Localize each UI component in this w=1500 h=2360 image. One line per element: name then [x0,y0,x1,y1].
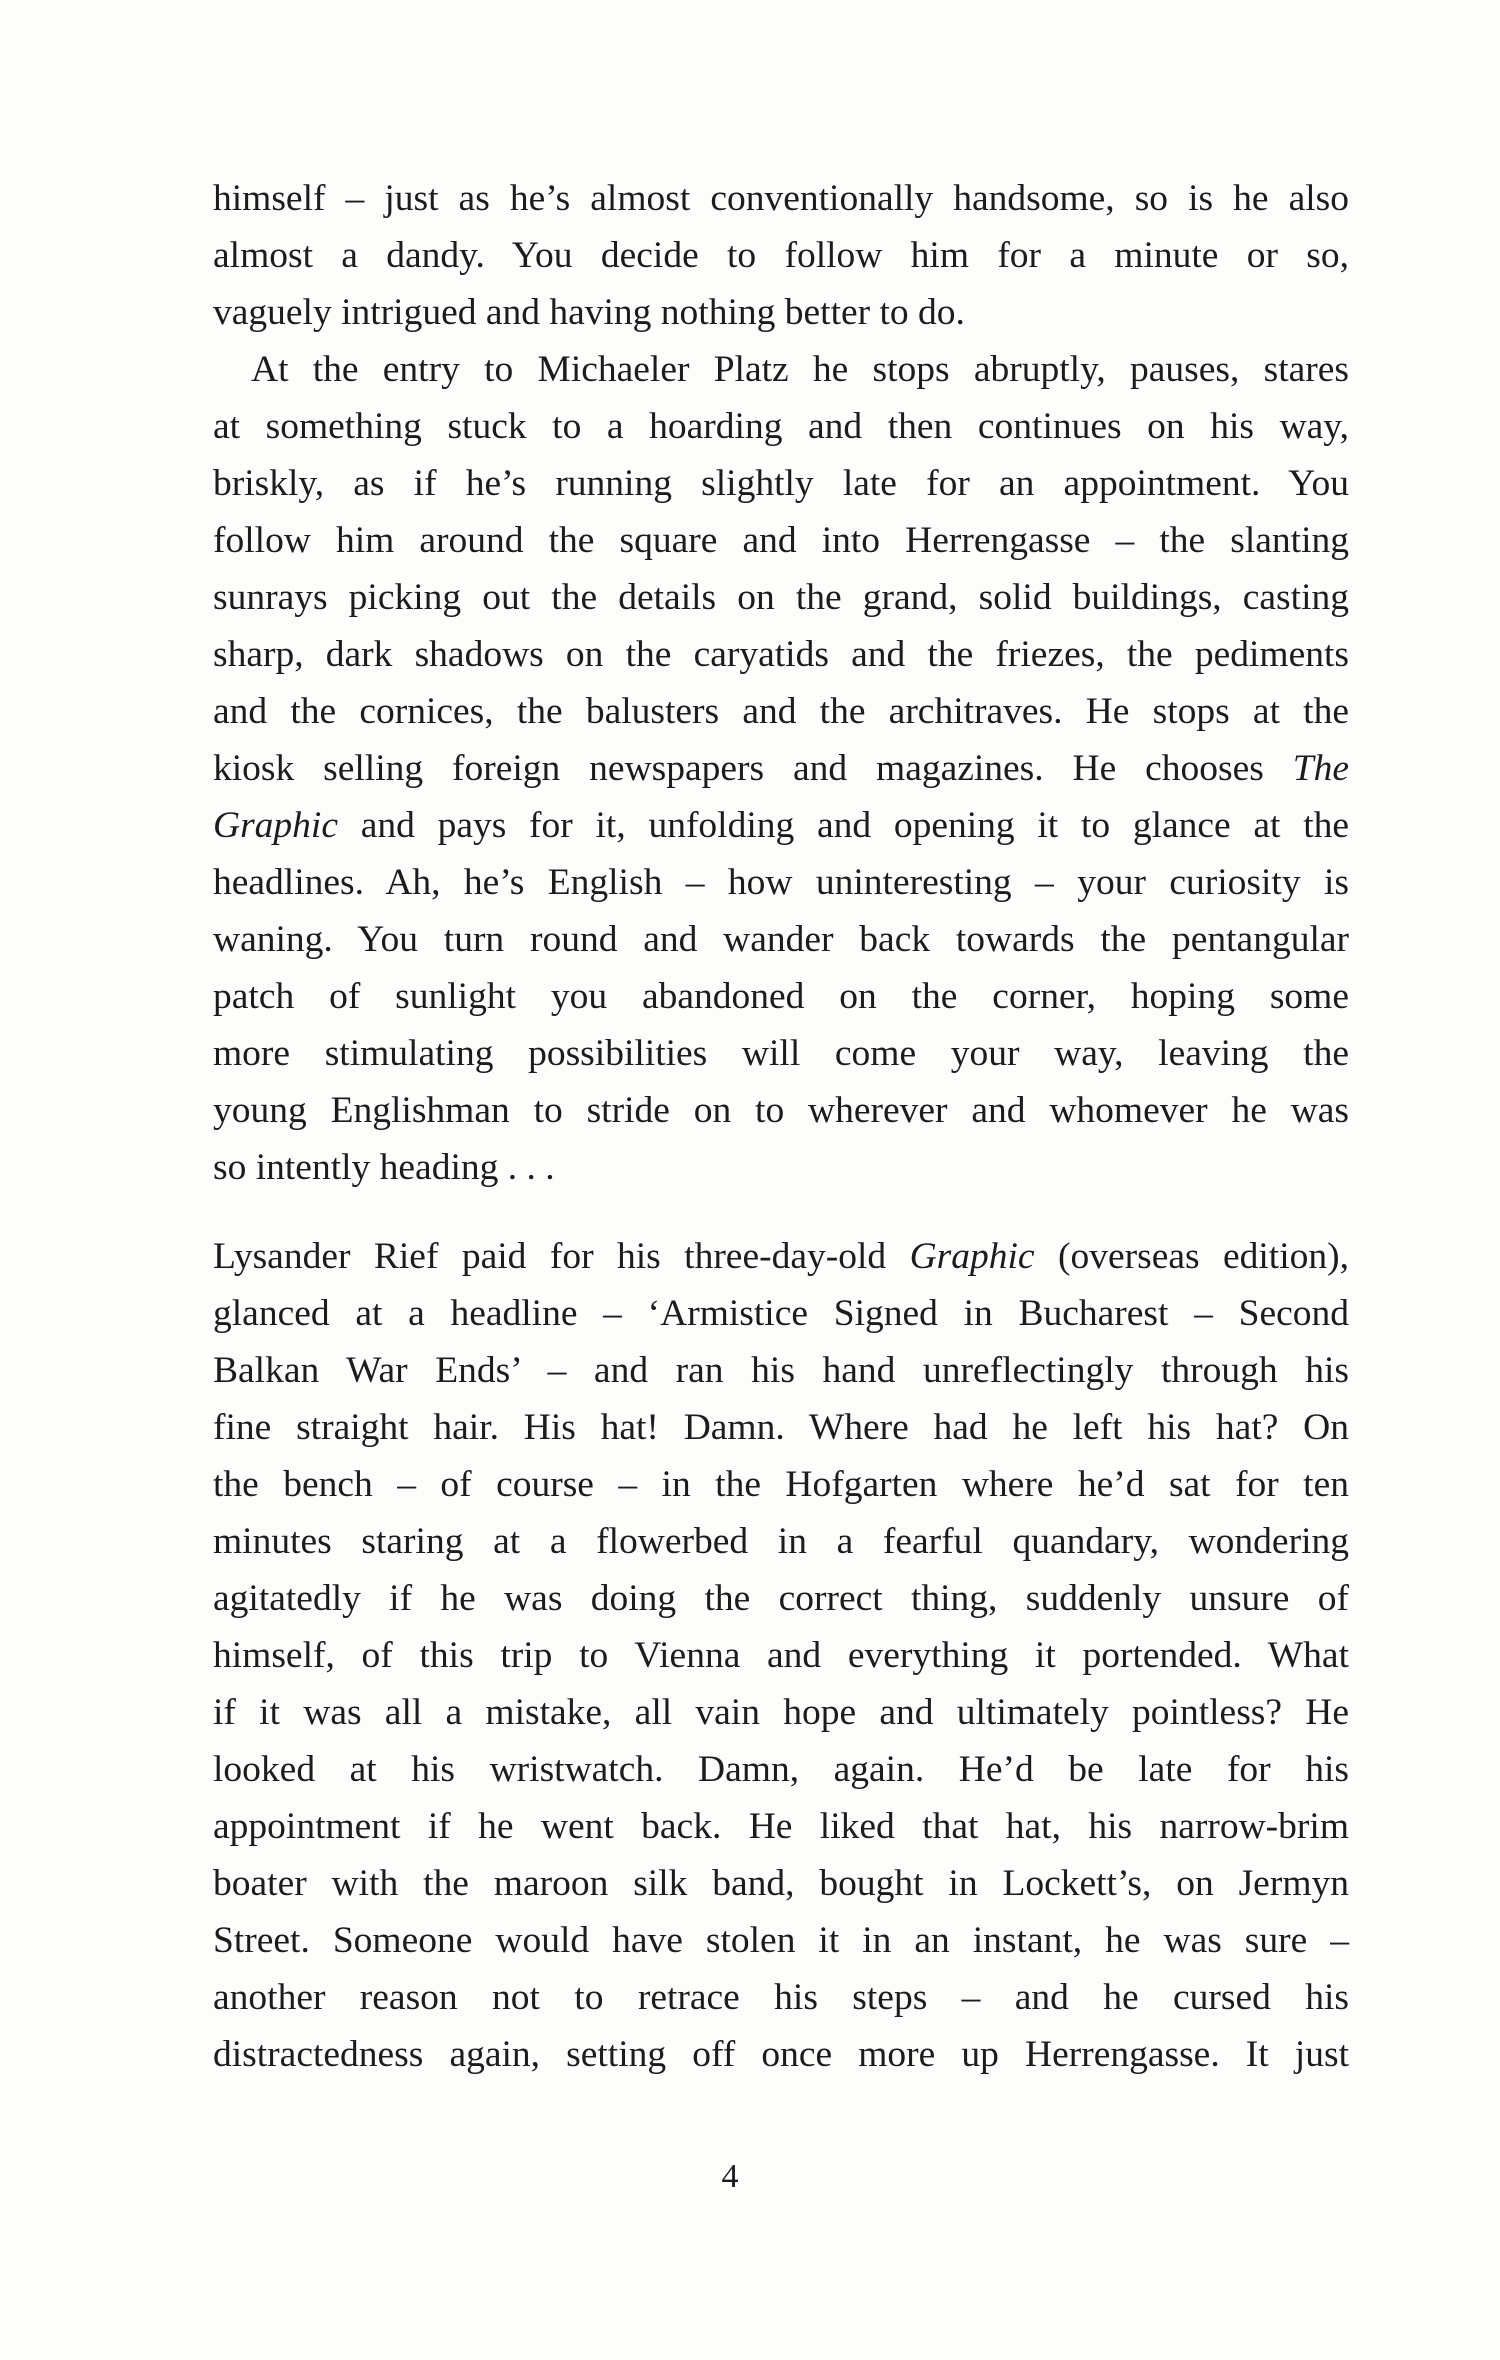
text-line: agitatedly if he was doing the correct thing, suddenly unsure of [213,1578,1349,1619]
text-line: almost a dandy. You decide to follow him for a minute or so, [213,235,1349,276]
publication-title: Graphic [909,1236,1035,1277]
text-line: looked at his wristwatch. Damn, again. He’d be late for his [213,1749,1349,1790]
publication-title: The [1292,748,1350,789]
text-line: waning. You turn round and wander back towards the pentangular [213,919,1349,960]
text-line: the bench – of course – in the Hofgarten where he’d sat for ten [213,1464,1349,1505]
section-two [213,1228,1349,2083]
page-number: 4 [721,2158,739,2195]
text-line: young Englishman to stride on to wherever and whomever he was [213,1090,1349,1131]
text-line: and the cornices, the balusters and the architraves. He stops at the [213,691,1349,732]
text-line [213,740,1349,797]
section-one [213,170,1349,1196]
text-line: vaguely intrigued and having nothing better to do. [213,292,965,333]
text-line: distractedness again, setting off once more up Herrengasse. It just [213,2034,1349,2075]
text-line: at something stuck to a hoarding and then continues on his way, [213,406,1349,447]
text-line: himself, of this trip to Vienna and everything it portended. What [213,1635,1349,1676]
text-line: sharp, dark shadows on the caryatids and the friezes, the pediments [213,634,1349,675]
line-text: Lysander Rief paid for his three-day-old [213,1236,887,1277]
text-line: glanced at a headline – ‘Armistice Signed in Bucharest – Second [213,1293,1349,1334]
text-line: At the entry to Michaeler Platz he stops abruptly, pauses, stares [251,349,1349,390]
text-line [213,797,1349,854]
text-line: so intently heading . . . [213,1147,555,1188]
publication-title: Graphic [213,805,338,846]
text-line: briskly, as if he’s running slightly late for an appointment. You [213,463,1349,504]
text-line: another reason not to retrace his steps – and he cursed his [213,1977,1349,2018]
text-line: Street. Someone would have stolen it in an instant, he was sure – [213,1920,1349,1961]
text-line: headlines. Ah, he’s English – how uninteresting – your curiosity is [213,862,1349,903]
text-line: appointment if he went back. He liked that hat, his narrow-brim [213,1806,1349,1847]
text-line: boater with the maroon silk band, bought in Lockett’s, on Jermyn [213,1863,1349,1904]
text-line: himself – just as he’s almost conventionally handsome, so is he also [213,178,1349,219]
text-line: Balkan War Ends’ – and ran his hand unreflectingly through his [213,1350,1349,1391]
text-line: sunrays picking out the details on the grand, solid buildings, casting [213,577,1349,618]
line-text: and pays for it, unfolding and opening it to glance at the [360,805,1350,846]
line-text: (overseas edition), [1057,1236,1350,1277]
text-line [213,1228,1349,1285]
text-line: if it was all a mistake, all vain hope and ultimately pointless? He [213,1692,1349,1733]
line-text: kiosk selling foreign newspapers and magazines. He chooses [213,748,1264,789]
text-line: follow him around the square and into Herrengasse – the slanting [213,520,1349,561]
text-line: fine straight hair. His hat! Damn. Where had he left his hat? On [213,1407,1349,1448]
text-line: minutes staring at a flowerbed in a fearful quandary, wondering [213,1521,1349,1562]
text-line: more stimulating possibilities will come your way, leaving the [213,1033,1349,1074]
text-line: patch of sunlight you abandoned on the corner, hoping some [213,976,1349,1017]
